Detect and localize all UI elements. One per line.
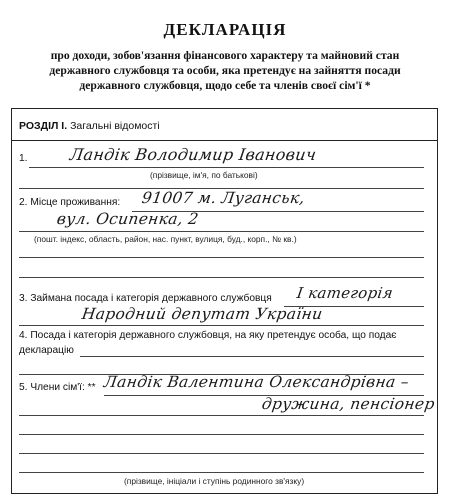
field-2-value-line-1[interactable]: 91007 м. Луганськ, xyxy=(140,189,307,207)
field-2-label: 2. Місце проживання: xyxy=(19,197,121,208)
field-1-label: 1. xyxy=(19,153,28,164)
field-5-spare-line-1 xyxy=(19,434,424,435)
declaration-form-box xyxy=(11,108,438,494)
document-subtitle xyxy=(12,48,438,93)
field-2-spare-line-1 xyxy=(19,257,424,258)
field-4-underline-1 xyxy=(80,356,424,357)
field-3-underline-2 xyxy=(19,325,424,326)
field-5-spare-line-2 xyxy=(19,453,424,454)
subtitle-line-1: про доходи, зобов'язання фінансового характеру та майновий стан xyxy=(50,49,400,62)
field-2-hint: (пошт. індекс, область, район, нас. пункт, вулиця, буд., корп., № кв.) xyxy=(34,234,297,244)
field-3-value-line-1[interactable]: I категорія xyxy=(295,284,395,302)
field-3-value-line-2[interactable]: Народний депутат України xyxy=(80,305,324,323)
field-3-label: 3. Займана посада і категорія державного службовця xyxy=(19,293,272,304)
document-title: ДЕКЛАРАЦІЯ xyxy=(163,20,287,39)
section-number: РОЗДІЛ I. xyxy=(19,120,68,132)
subtitle-line-3: державного службовця, щодо себе та членів своєї сім'ї * xyxy=(79,79,371,92)
field-5-value-line-1[interactable]: Ландік Валентина Олександрівна – xyxy=(102,373,411,391)
subtitle-line-2: державного службовця та особи, яка претендує на зайняття посади xyxy=(49,64,401,77)
field-5-value-line-2[interactable]: дружина, пенсіонер xyxy=(260,395,436,413)
field-2-value-line-2[interactable]: вул. Осипенка, 2 xyxy=(55,210,200,228)
field-1-value[interactable]: Ландік Володимир Іванович xyxy=(68,145,318,164)
field-5-label: 5. Члени сім'ї: ** xyxy=(19,382,96,393)
field-5-underline-2 xyxy=(19,415,424,416)
field-5-spare-line-3 xyxy=(19,472,424,473)
field-4-label-line-1: 4. Посада і категорія державного службовця, на яку претендує особа, що подає xyxy=(19,330,397,341)
field-1-underline xyxy=(29,167,424,168)
field-2-underline-2 xyxy=(19,231,424,232)
section-name: Загальні відомості xyxy=(70,120,160,132)
field-2-spare-line-2 xyxy=(19,277,424,278)
section-header xyxy=(12,109,437,141)
field-1-hint: (прізвище, ім'я, по батькові) xyxy=(150,170,258,180)
field-4-label-line-2: декларацію xyxy=(19,345,74,356)
field-5-hint: (прізвище, ініціали і ступінь родинного зв'язку) xyxy=(124,476,305,486)
